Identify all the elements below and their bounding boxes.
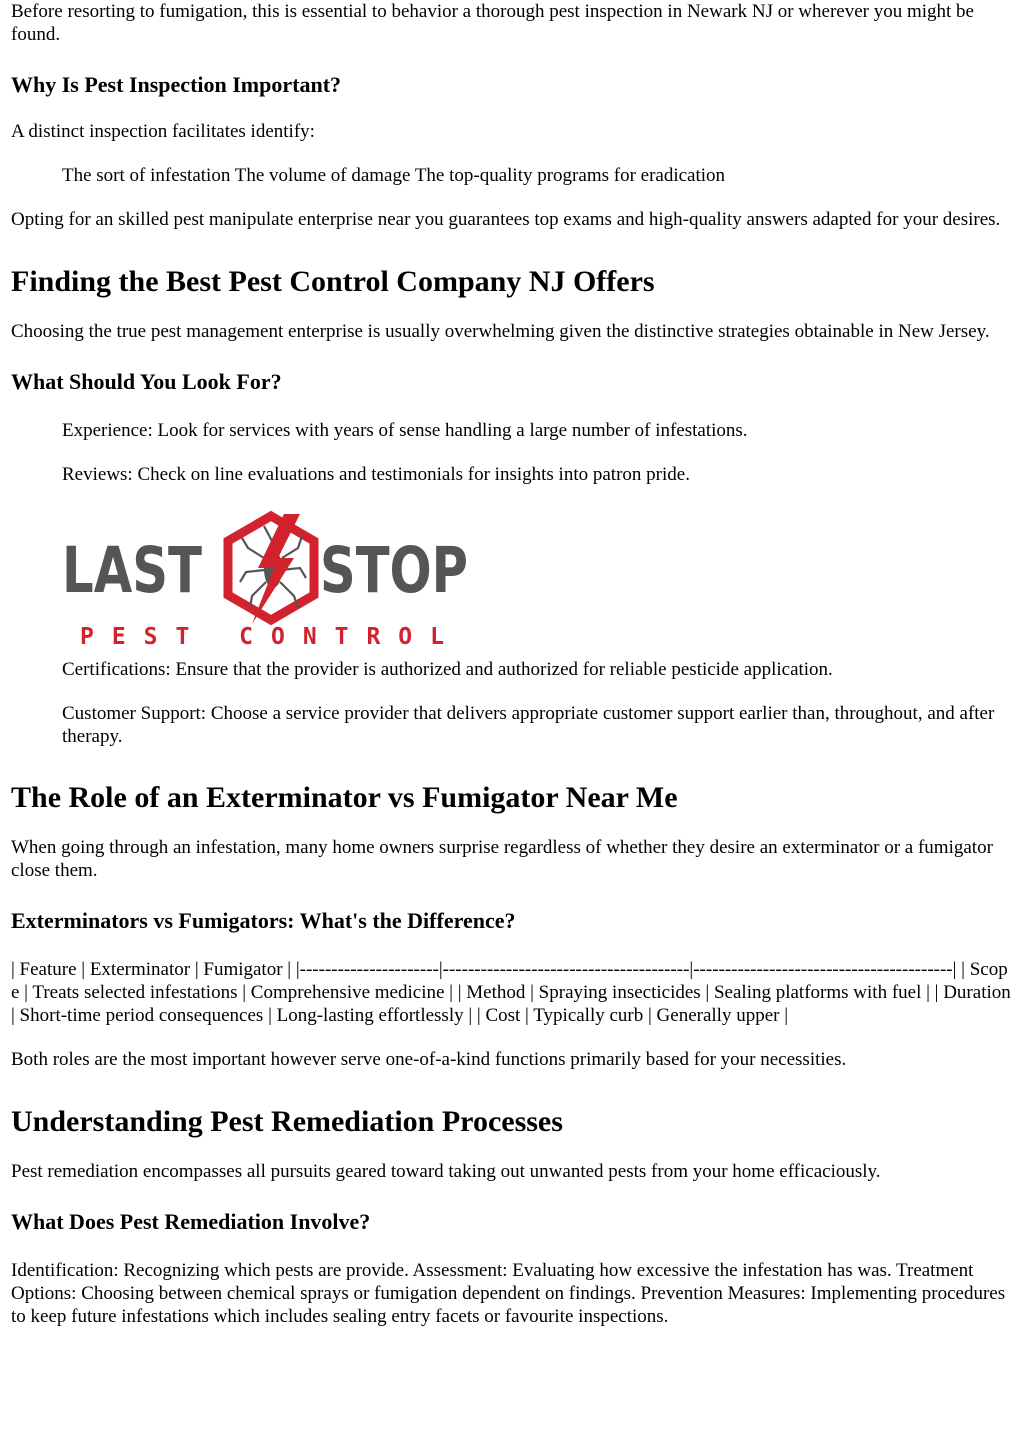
remediation-paragraph: Pest remediation encompasses all pursuits geared toward taking out unwanted pests from your home efficaciously. (11, 1161, 881, 1182)
inspection-lead-paragraph: A distinct inspection facilitates identify: (11, 121, 315, 142)
logo-tagline: PEST CONTROL (80, 624, 444, 650)
finding-company-paragraph: Choosing the true pest management enterprise is usually overwhelming given the distinctive strategies obtainable in New Jersey. (11, 321, 990, 342)
company-logo (11, 506, 1014, 648)
exterminator-vs-fumigator-heading: The Role of an Exterminator vs Fumigator Near Me (11, 781, 678, 814)
finding-company-heading: Finding the Best Pest Control Company NJ Offers (11, 265, 655, 298)
remediation-steps-text: Identification: Recognizing which pests are provide. Assessment: Evaluating how excessive the infestation has was. Treatment Options: Choosing between chemical sprays or fumigation dependent on findings. Prevention Measures: Implementing procedures to keep future infestations which includes sealing entry facets or favourite inspections. (11, 1260, 1006, 1327)
look-for-heading: What Should You Look For? (11, 369, 282, 394)
article (11, 0, 1014, 1328)
remediation-involve-heading: What Does Pest Remediation Involve? (11, 1209, 371, 1234)
why-inspection-heading: Why Is Pest Inspection Important? (11, 72, 342, 97)
difference-heading: Exterminators vs Fumigators: What's the Difference? (11, 908, 516, 933)
inspection-list: The sort of infestation The volume of damage The top-quality programs for eradication (62, 165, 726, 186)
exterminator-vs-fumigator-paragraph: When going through an infestation, many home owners surprise regardless of whether they desire an exterminator or a fumigator close them. (11, 837, 993, 881)
logo-hexagon-emblem (228, 514, 314, 624)
logo-word-stop: STOP (320, 534, 468, 607)
intro-paragraph: Before resorting to fumigation, this is essential to behavior a thorough pest inspection in Newark NJ or wherever you might be found. (11, 1, 974, 45)
comparison-table-text: | Feature | Exterminator | Fumigator | |----------------------|---------------------------------------|-----------------------------------------| | Scope | Treats selected infestations | Comprehensive medicine | | Method | Spraying insecticides | Sealing platforms with fuel | | Duration | Short-time period consequences | Long-lasting effortlessly | | Cost | Typically curb | Generally upper | (11, 959, 1011, 1026)
certifications-item: Certifications: Ensure that the provider is authorized and authorized for reliable pesticide application. (62, 659, 833, 680)
last-stop-pest-control-logo (62, 506, 470, 648)
reviews-item: Reviews: Check on line evaluations and testimonials for insights into patron pride. (62, 464, 690, 485)
experience-item: Experience: Look for services with years of sense handling a large number of infestations. (62, 420, 748, 441)
customer-support-item: Customer Support: Choose a service provider that delivers appropriate customer support earlier than, throughout, and after therapy. (62, 703, 995, 747)
roles-closing-paragraph: Both roles are the most important however serve one-of-a-kind functions primarily based for your necessities. (11, 1049, 847, 1070)
remediation-heading: Understanding Pest Remediation Processes (11, 1105, 563, 1138)
logo-word-last: LAST (62, 534, 203, 607)
inspection-closing-paragraph: Opting for an skilled pest manipulate enterprise near you guarantees top exams and high-quality answers adapted for your desires. (11, 209, 1001, 230)
